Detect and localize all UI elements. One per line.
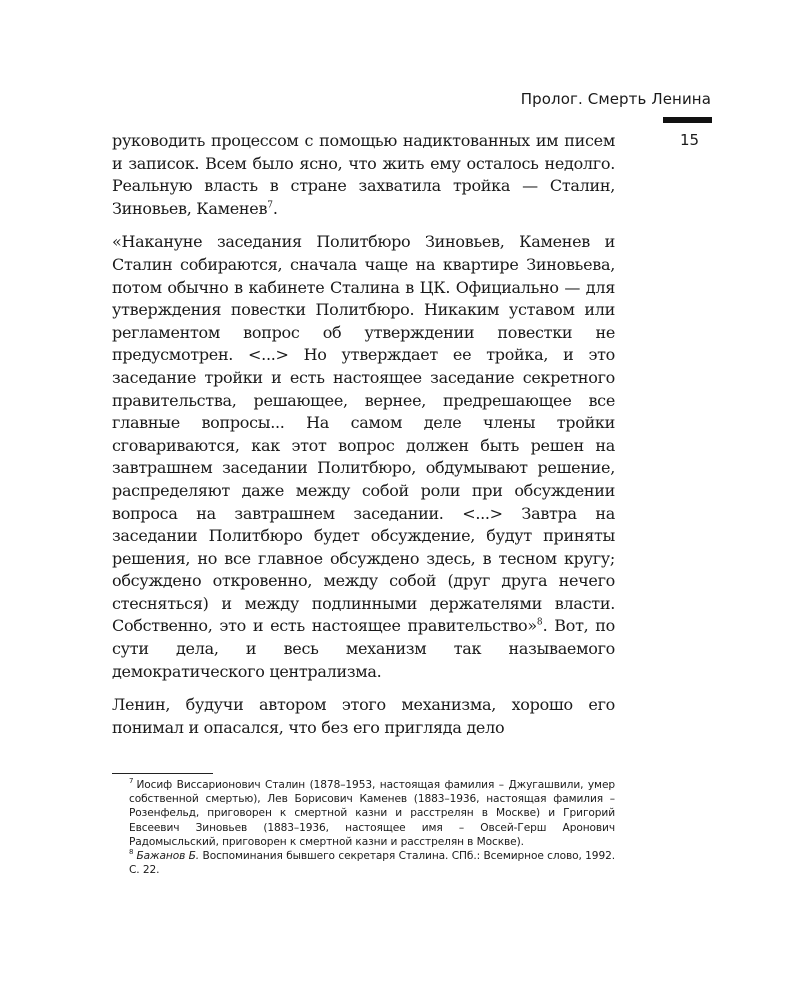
footnote-8-text: Воспоминания бывшего секретаря Сталина. СПб.: Всемирное слово, 1992. С. 22. (129, 850, 615, 877)
footnote-7 (129, 778, 615, 849)
footnote-divider (112, 773, 213, 774)
paragraph-1-text: руководить процессом с помощью надиктованных им писем и записок. Всем было ясно, что жить ему осталось недолго. Реальную власть в стране захватила тройка — Сталин, Зиновьев, Каменев (112, 131, 615, 218)
paragraph-3 (112, 694, 615, 739)
header-rule (663, 117, 712, 123)
footnote-8-number: 8 (129, 848, 134, 857)
footnote-8 (129, 849, 615, 877)
footnote-8-author: Бажанов Б. (136, 850, 200, 863)
paragraph-2-tail: . Вот, по сути дела, и весь механизм так называемого демократического централизма. (112, 616, 616, 681)
footnote-ref-8[interactable]: 8 (536, 618, 543, 629)
footnote-ref-7[interactable]: 7 (267, 200, 273, 211)
running-head: Пролог. Смерть Ленина (520, 90, 711, 108)
footnotes (129, 778, 615, 877)
footnote-7-number: 7 (129, 777, 134, 786)
footnote-7-text: Иосиф Виссарионович Сталин (1878–1953, настоящая фамилия – Джугашвили, умер собственной смертью), Лев Борисович Каменев (1883–1936, настоящая фамилия – Розенфельд, приговорен к смертной казни и расстрелян в Москве) и Григорий Евсеевич Зиновьев (1883–1936, настоящее имя – Овсей-Герш Аронович Радомысльский, приговорен к смертной казни и расстрелян в Москве). (129, 779, 615, 848)
paragraph-1: руководить процессом с помощью надиктованных им писем и записок. Всем было ясно, что жить ему осталось недолго. Реальную власть в стране захватила тройка — Сталин, Зиновьев, Каменев$^7$. (112, 131, 615, 218)
page-number: 15 (680, 131, 700, 149)
paragraph-2-quote (112, 231, 615, 683)
quote-text: «Накануне заседания Политбюро Зиновьев, Каменев и Сталин собираются, сначала чаще на квартире Зиновьева, потом обычно в кабинете Сталина в ЦК. Официально — для утверждения повестки Политбюро. Никаким уставом или регламентом вопрос об утверждении повестки не предусмотрен. <...> Но утверждает ее тройка, и это заседание тройки и есть настоящее заседание секретного правительства, решающее, вернее, предрешающее все главные вопросы... На самом деле члены тройки сговариваются, как этот вопрос должен быть решен на завтрашнем заседании Политбюро, обдумывают решение, распределяют даже между собой роли при обсуждении вопроса на завтрашнем заседании. <...> Завтра на заседании Политбюро будет обсуждение, будут приняты решения, но все главное обсуждено здесь, в тесном кругу; обсуждено откровенно, между собой (друг друга нечего стесняться) и между подлинными держателями власти. Собственно, это и есть настоящее правительство» (112, 232, 615, 636)
main-text (112, 130, 615, 750)
paragraph-3-text: Ленин, будучи автором этого механизма, хорошо его понимал и опасался, что без его пригляда дело (112, 695, 615, 737)
